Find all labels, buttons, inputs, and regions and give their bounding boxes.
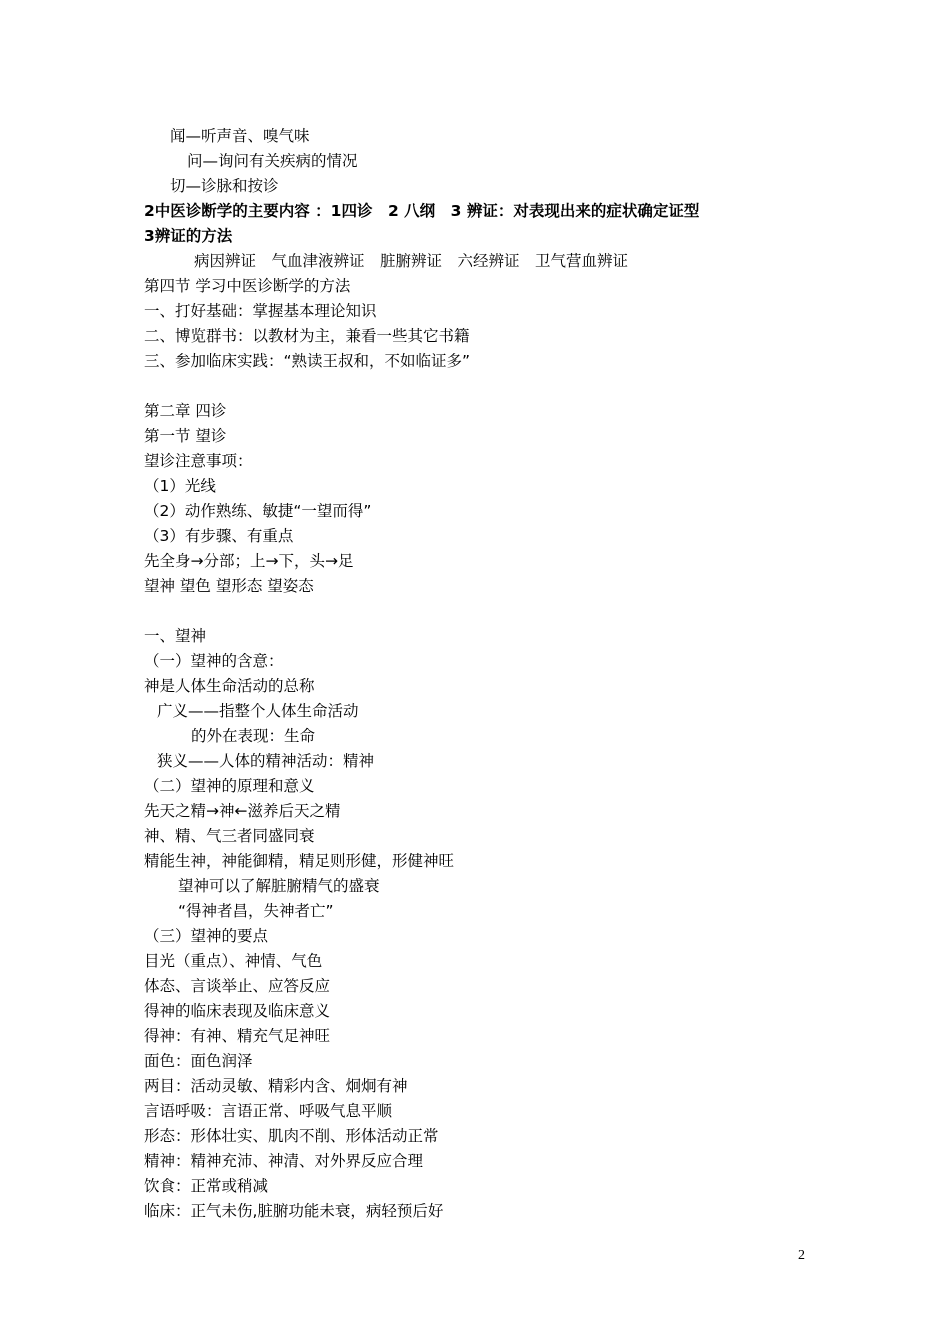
text-line: 精能生神，神能御精，精足则形健，形健神旺 <box>144 852 455 870</box>
text-line: （1）光线 <box>144 477 216 495</box>
text-line: 望诊注意事项： <box>144 452 253 470</box>
text-line: 精神：精神充沛、神清、对外界反应合理 <box>144 1152 424 1170</box>
text-line: 望神可以了解脏腑精气的盛衰 <box>178 877 380 895</box>
chapter-heading: 第二章 四诊 <box>144 402 227 420</box>
text-line: （2）动作熟练、敏捷“一望而得” <box>144 502 372 520</box>
text-line: 得神的临床表现及临床意义 <box>144 1002 331 1020</box>
text-line: 病因辨证 气血津液辨证 脏腑辨证 六经辨证 卫气营血辨证 <box>194 252 629 270</box>
text-line: 闻—听声音、嗅气味 <box>170 127 310 145</box>
text-line: 切—诊脉和按诊 <box>170 177 279 195</box>
text-line: 面色：面色润泽 <box>144 1052 253 1070</box>
subsection-heading: （一）望神的含意： <box>144 652 284 670</box>
text-line: 三、参加临床实践：“熟读王叔和，不如临证多” <box>144 352 471 370</box>
text-line: 广义——指整个人体生命活动 <box>157 702 359 720</box>
text-line: 问—询问有关疾病的情况 <box>187 152 358 170</box>
text-line: 神是人体生命活动的总称 <box>144 677 315 695</box>
subsection-heading: （三）望神的要点 <box>144 927 269 945</box>
text-line: 二、博览群书：以教材为主，兼看一些其它书籍 <box>144 327 470 345</box>
text-line: 体态、言谈举止、应答反应 <box>144 977 331 995</box>
text-line: 临床：正气未伤,脏腑功能未衰，病轻预后好 <box>144 1202 444 1220</box>
quote-line: “得神者昌，失神者亡” <box>178 902 334 920</box>
page-number: 2 <box>798 1248 805 1263</box>
section-heading: 一、望神 <box>144 627 207 645</box>
text-line: 两目：活动灵敏、精彩内含、炯炯有神 <box>144 1077 408 1095</box>
text-line: 神、精、气三者同盛同衰 <box>144 827 315 845</box>
text-line: 得神：有神、精充气足神旺 <box>144 1027 331 1045</box>
text-line: 先天之精→神←滋养后天之精 <box>144 802 341 820</box>
text-line: 形态：形体壮实、肌肉不削、形体活动正常 <box>144 1127 439 1145</box>
subsection-heading: （二）望神的原理和意义 <box>144 777 315 795</box>
text-line: 望神 望色 望形态 望姿态 <box>144 577 314 595</box>
text-line: 言语呼吸：言语正常、呼吸气息平顺 <box>144 1102 393 1120</box>
section-heading: 3辨证的方法 <box>144 227 233 245</box>
section-heading: 第四节 学习中医诊断学的方法 <box>144 277 351 295</box>
text-line: （3）有步骤、有重点 <box>144 527 294 545</box>
text-line: 一、打好基础：掌握基本理论知识 <box>144 302 377 320</box>
section-heading: 2中医诊断学的主要内容 ：1四诊 2 八纲 3 辨证：对表现出来的症状确定证型 <box>144 202 700 220</box>
text-line: 目光（重点）、神情、气色 <box>144 952 323 970</box>
section-heading: 第一节 望诊 <box>144 427 227 445</box>
text-line: 的外在表现：生命 <box>191 727 316 745</box>
text-line: 饮食：正常或稍减 <box>144 1177 269 1195</box>
text-line: 狭义——人体的精神活动：精神 <box>157 752 375 770</box>
text-line: 先全身→分部；上→下，头→足 <box>144 552 354 570</box>
